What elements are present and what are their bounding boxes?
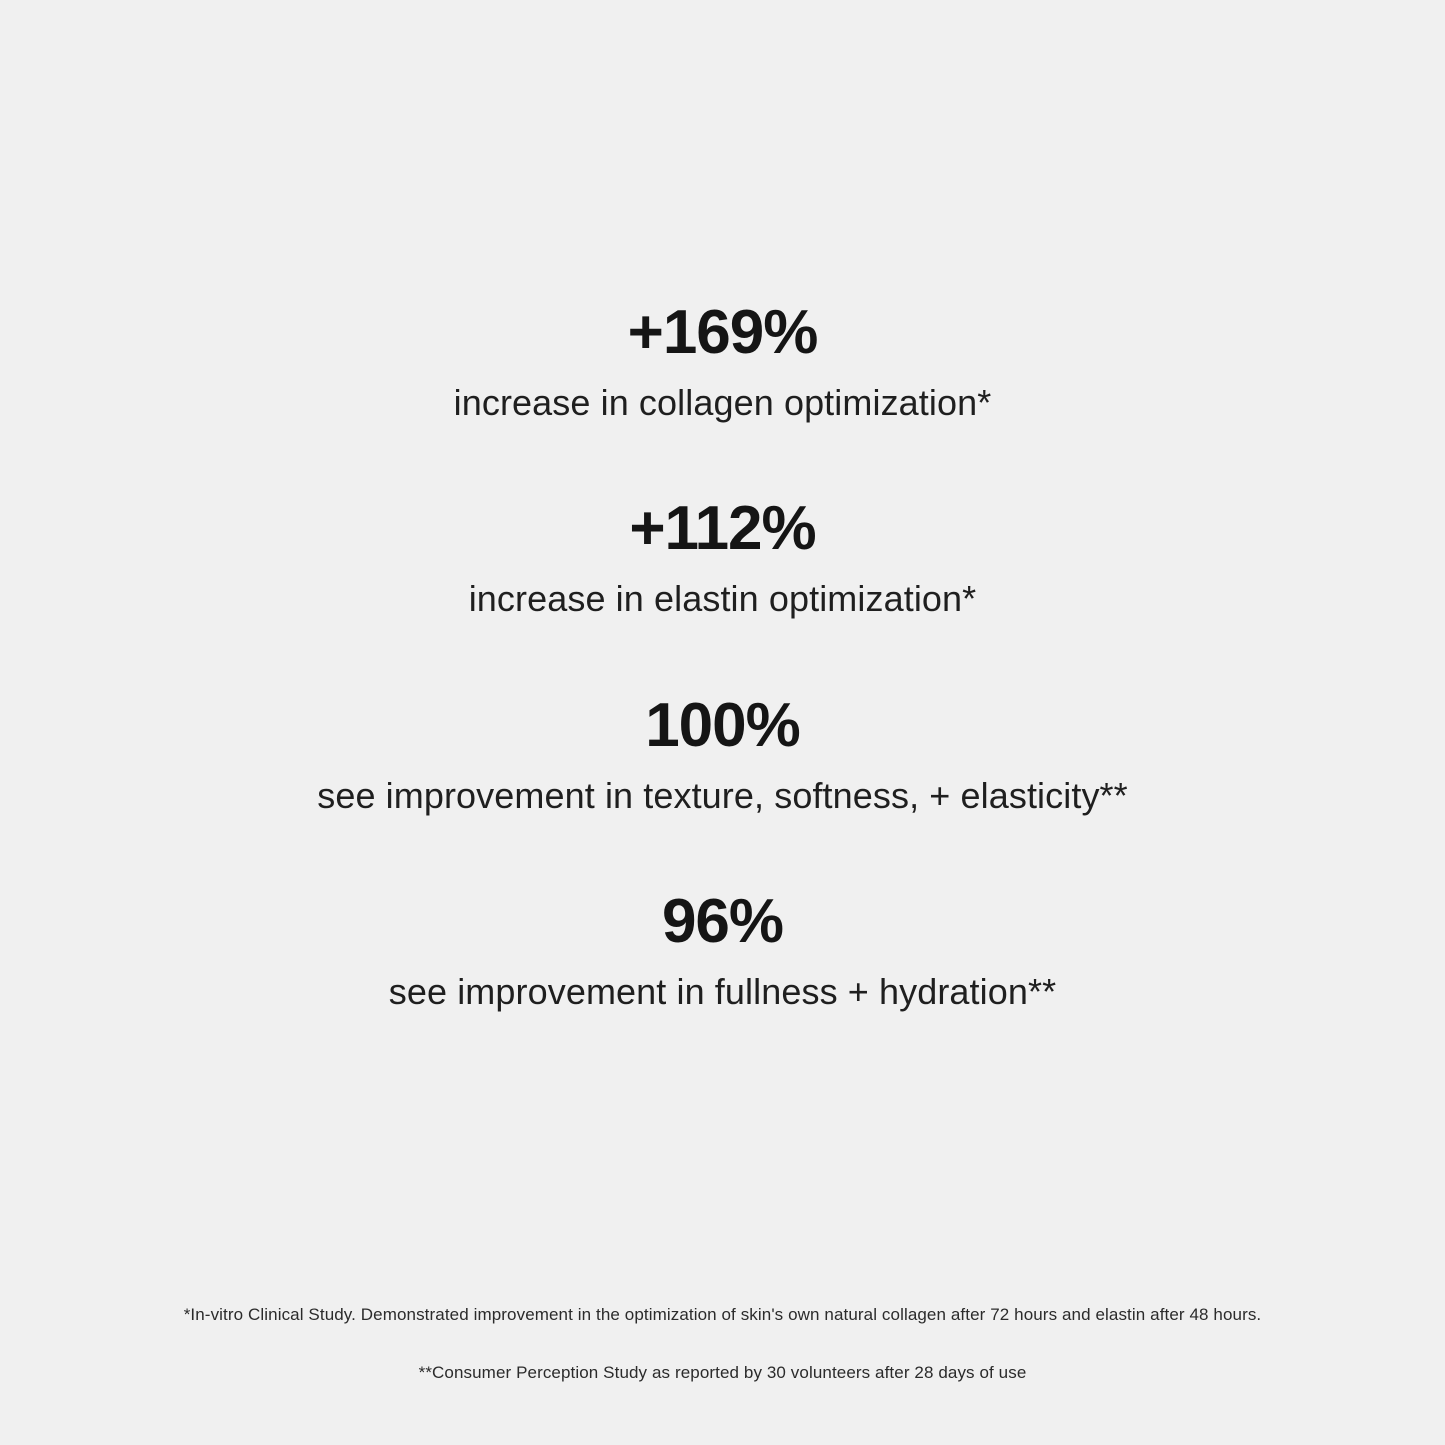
stats-list [0, 300, 1445, 1013]
stat-item-collagen [0, 300, 1445, 424]
stat-item-fullness [0, 886, 1445, 1013]
stat-value: +169% [627, 298, 818, 367]
footnote-clinical-study: *In-vitro Clinical Study. Demonstrated improvement in the optimization of skin's own natural collagen after 72 hours and elastin after 48 hours. [183, 1305, 1262, 1325]
stat-value: 96% [661, 886, 784, 956]
stat-label: increase in elastin optimization* [468, 578, 977, 620]
stat-label: see improvement in fullness + hydration** [388, 970, 1057, 1012]
footnotes [0, 1303, 1445, 1385]
footnote-consumer-study: **Consumer Perception Study as reported by 30 volunteers after 28 days of use [418, 1363, 1027, 1383]
stat-value: +112% [629, 494, 816, 564]
stat-label: increase in collagen optimization* [453, 382, 992, 424]
stat-value: 100% [645, 690, 800, 760]
stat-label: see improvement in texture, softness, + elasticity** [317, 774, 1128, 816]
stat-item-elastin [0, 496, 1445, 620]
stat-item-texture [0, 690, 1445, 817]
